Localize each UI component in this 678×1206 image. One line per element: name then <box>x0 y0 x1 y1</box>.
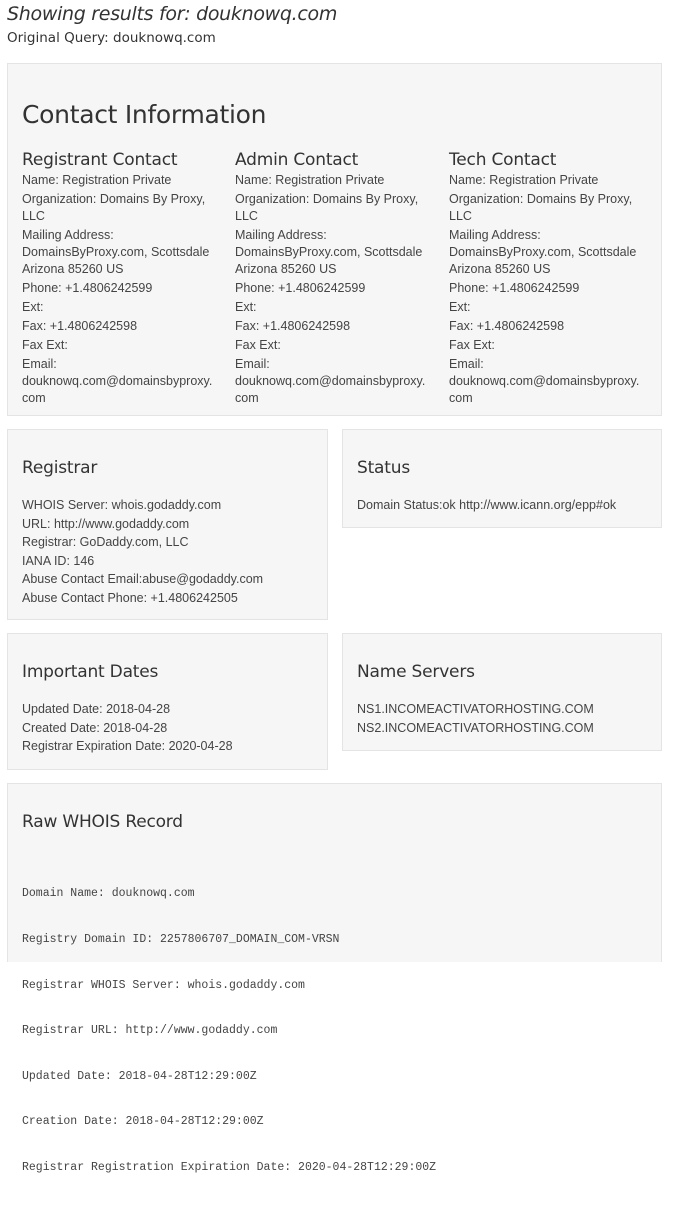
registrant-mail-2: Arizona 85260 US <box>22 262 124 276</box>
tech-mail-2: Arizona 85260 US <box>449 262 551 276</box>
nameservers-list <box>357 700 594 737</box>
raw-whois-text <box>22 856 436 1206</box>
admin-contact <box>235 150 447 407</box>
registrar-abuse-email: Abuse Contact Email:abuse@godaddy.com <box>22 572 264 587</box>
registrant-fax-ext: Fax Ext: <box>22 338 68 352</box>
admin-org-cont: LLC <box>235 209 258 223</box>
admin-email-1: douknowq.com@domainsbyproxy. <box>235 374 426 388</box>
registrar-url: URL: http://www.godaddy.com <box>22 516 190 531</box>
tech-email-2: com <box>449 391 473 405</box>
expiration-date: Registrar Expiration Date: 2020-04-28 <box>22 739 233 754</box>
tech-phone: Phone: +1.4806242599 <box>449 281 580 295</box>
raw-line: Creation Date: 2018-04-28T12:29:00Z <box>22 1115 264 1129</box>
tech-contact <box>449 150 661 407</box>
tech-email-label: Email: <box>449 357 484 371</box>
contact-title: Contact Information <box>22 100 267 129</box>
tech-mail-label: Mailing Address: <box>449 228 541 242</box>
raw-line: Registrar WHOIS Server: whois.godaddy.com <box>22 978 305 992</box>
registrant-title: Registrant Contact <box>22 150 178 170</box>
nameserver-2: NS2.INCOMEACTIVATORHOSTING.COM <box>357 720 594 735</box>
registrant-name: Name: Registration Private <box>22 173 172 187</box>
tech-name: Name: Registration Private <box>449 173 599 187</box>
created-date: Created Date: 2018-04-28 <box>22 720 168 735</box>
dates-panel <box>7 633 328 770</box>
registrant-mail-label: Mailing Address: <box>22 228 114 242</box>
admin-ext: Ext: <box>235 300 257 314</box>
registrar-details <box>22 496 263 608</box>
registrant-org-cont: LLC <box>22 209 45 223</box>
registrar-panel <box>7 429 328 620</box>
admin-phone: Phone: +1.4806242599 <box>235 281 366 295</box>
domain-status: Domain Status:ok http://www.icann.org/epp#ok <box>357 498 617 512</box>
admin-fax-ext: Fax Ext: <box>235 338 281 352</box>
admin-mail-label: Mailing Address: <box>235 228 327 242</box>
tech-mail-1: DomainsByProxy.com, Scottsdale <box>449 245 637 259</box>
nameserver-1: NS1.INCOMEACTIVATORHOSTING.COM <box>357 702 594 716</box>
tech-org: Organization: Domains By Proxy, <box>449 192 633 206</box>
tech-email-1: douknowq.com@domainsbyproxy. <box>449 374 640 388</box>
dates-details <box>22 700 233 756</box>
registrant-fax: Fax: +1.4806242598 <box>22 319 138 333</box>
registrar-title: Registrar <box>22 458 98 478</box>
contact-panel <box>7 63 662 416</box>
registrar-iana-id: IANA ID: 146 <box>22 553 95 568</box>
original-query: Original Query: douknowq.com <box>7 30 216 46</box>
admin-fax: Fax: +1.4806242598 <box>235 319 351 333</box>
dates-title: Important Dates <box>22 662 159 682</box>
nameservers-panel <box>342 633 662 751</box>
registrant-mail-1: DomainsByProxy.com, Scottsdale <box>22 245 210 259</box>
registrant-ext: Ext: <box>22 300 44 314</box>
registrant-email-1: douknowq.com@domainsbyproxy. <box>22 374 213 388</box>
updated-date: Updated Date: 2018-04-28 <box>22 702 171 716</box>
admin-title: Admin Contact <box>235 150 359 170</box>
admin-mail-1: DomainsByProxy.com, Scottsdale <box>235 245 423 259</box>
tech-ext: Ext: <box>449 300 471 314</box>
admin-name: Name: Registration Private <box>235 173 385 187</box>
registrant-email-2: com <box>22 391 46 405</box>
tech-org-cont: LLC <box>449 209 472 223</box>
status-details <box>357 496 616 515</box>
tech-fax-ext: Fax Ext: <box>449 338 495 352</box>
registrar-abuse-phone: Abuse Contact Phone: +1.4806242505 <box>22 590 238 605</box>
raw-line: Updated Date: 2018-04-28T12:29:00Z <box>22 1069 257 1083</box>
registrant-org: Organization: Domains By Proxy, <box>22 192 206 206</box>
registrar-name: Registrar: GoDaddy.com, LLC <box>22 535 189 550</box>
raw-whois-title: Raw WHOIS Record <box>22 812 183 832</box>
results-heading: Showing results for: douknowq.com <box>7 3 338 25</box>
nameservers-title: Name Servers <box>357 662 475 682</box>
registrant-email-label: Email: <box>22 357 57 371</box>
admin-email-2: com <box>235 391 259 405</box>
status-panel <box>342 429 662 528</box>
status-title: Status <box>357 458 410 478</box>
raw-line: Registry Domain ID: 2257806707_DOMAIN_COM-VRSN <box>22 933 340 947</box>
raw-whois-panel <box>7 783 662 1175</box>
tech-title: Tech Contact <box>449 150 557 170</box>
raw-line: Domain Name: douknowq.com <box>22 887 195 901</box>
tech-fax: Fax: +1.4806242598 <box>449 319 565 333</box>
admin-email-label: Email: <box>235 357 270 371</box>
registrant-contact <box>22 150 234 407</box>
admin-org: Organization: Domains By Proxy, <box>235 192 419 206</box>
registrar-whois-server: WHOIS Server: whois.godaddy.com <box>22 498 222 512</box>
admin-mail-2: Arizona 85260 US <box>235 262 337 276</box>
registrant-phone: Phone: +1.4806242599 <box>22 281 153 295</box>
raw-line: Registrar Registration Expiration Date: 2020-04-28T12:29:00Z <box>22 1161 437 1175</box>
raw-line: Registrar URL: http://www.godaddy.com <box>22 1024 278 1038</box>
